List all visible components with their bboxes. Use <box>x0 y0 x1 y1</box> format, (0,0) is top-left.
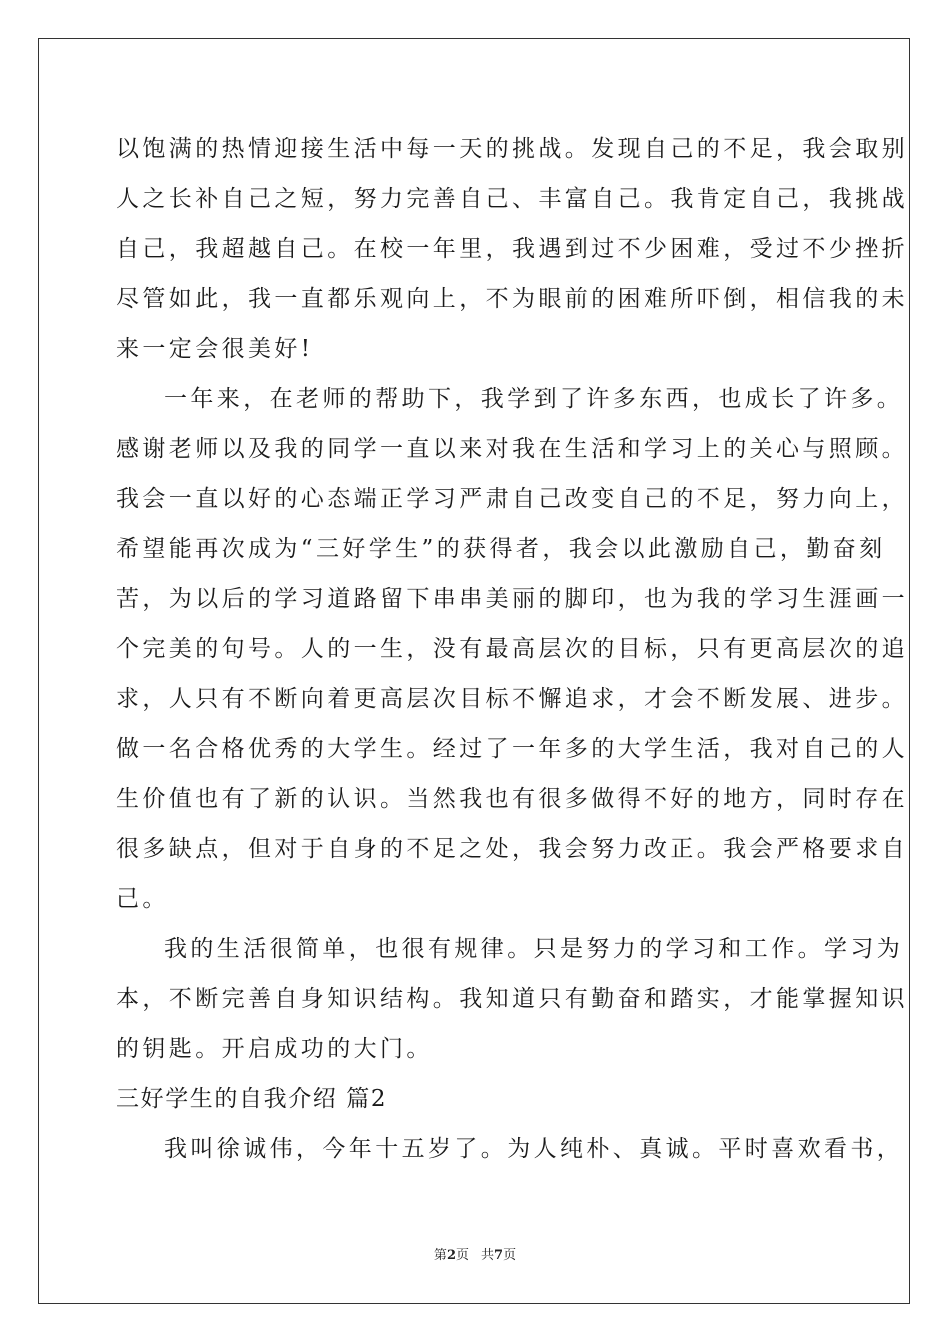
text-line: 感谢老师以及我的同学一直以来对我在生活和学习上的关心与照顾。 <box>116 436 908 462</box>
text-line: 人之长补自己之短，努力完善自己、丰富自己。我肯定自己，我挑战 <box>116 186 908 212</box>
text-line: 自己，我超越自己。在校一年里，我遇到过不少困难，受过不少挫折 <box>116 236 908 262</box>
page-prefix: 第 <box>433 1248 447 1263</box>
paragraph-3 <box>116 924 908 1074</box>
text-line: 我会一直以好的心态端正学习严肃自己改变自己的不足，努力向上， <box>116 486 908 512</box>
total-prefix: 共 <box>481 1248 495 1263</box>
text-line: 我的生活很简单，也很有规律。只是努力的学习和工作。学习为 <box>164 936 904 962</box>
text-line: 很多缺点，但对于自身的不足之处，我会努力改正。我会严格要求自 <box>116 836 908 862</box>
text-line: 以饱满的热情迎接生活中每一天的挑战。发现自己的不足，我会取别 <box>116 136 908 162</box>
text-line: 希望能再次成为“三好学生”的获得者，我会以此激励自己，勤奋刻 <box>116 536 886 562</box>
document-body <box>116 124 908 1174</box>
total-indicator <box>481 1248 516 1263</box>
page-number: 2 <box>446 1248 456 1263</box>
text-line: 来一定会很美好! <box>116 336 314 362</box>
text-line: 尽管如此，我一直都乐观向上，不为眼前的困难所吓倒，相信我的未 <box>116 286 908 312</box>
section-heading: 三好学生的自我介绍 篇2 <box>116 1086 388 1112</box>
paragraph-2 <box>116 374 908 924</box>
page-footer <box>0 1247 950 1265</box>
total-suffix: 页 <box>503 1248 517 1263</box>
text-line: 我叫徐诚伟，今年十五岁了。为人纯朴、真诚。平时喜欢看书， <box>164 1136 904 1162</box>
text-line: 求，人只有不断向着更高层次目标不懈追求，才会不断发展、进步。 <box>116 686 908 712</box>
text-line: 一年来，在老师的帮助下，我学到了许多东西，也成长了许多。 <box>164 386 904 412</box>
page-indicator <box>434 1248 469 1263</box>
text-line: 本，不断完善自身知识结构。我知道只有勤奋和踏实，才能掌握知识 <box>116 986 908 1012</box>
paragraph-4 <box>116 1124 904 1174</box>
text-line: 个完美的句号。人的一生，没有最高层次的目标，只有更高层次的追 <box>116 636 908 662</box>
text-line: 生价值也有了新的认识。当然我也有很多做得不好的地方，同时存在 <box>116 786 908 812</box>
total-pages: 7 <box>494 1248 504 1263</box>
text-line: 苦，为以后的学习道路留下串串美丽的脚印，也为我的学习生涯画一 <box>116 586 908 612</box>
text-line: 做一名合格优秀的大学生。经过了一年多的大学生活，我对自己的人 <box>116 736 908 762</box>
text-line: 己。 <box>116 886 169 912</box>
page-suffix: 页 <box>455 1248 469 1263</box>
paragraph-1 <box>116 124 908 374</box>
text-line: 的钥匙。开启成功的大门。 <box>116 1036 433 1062</box>
